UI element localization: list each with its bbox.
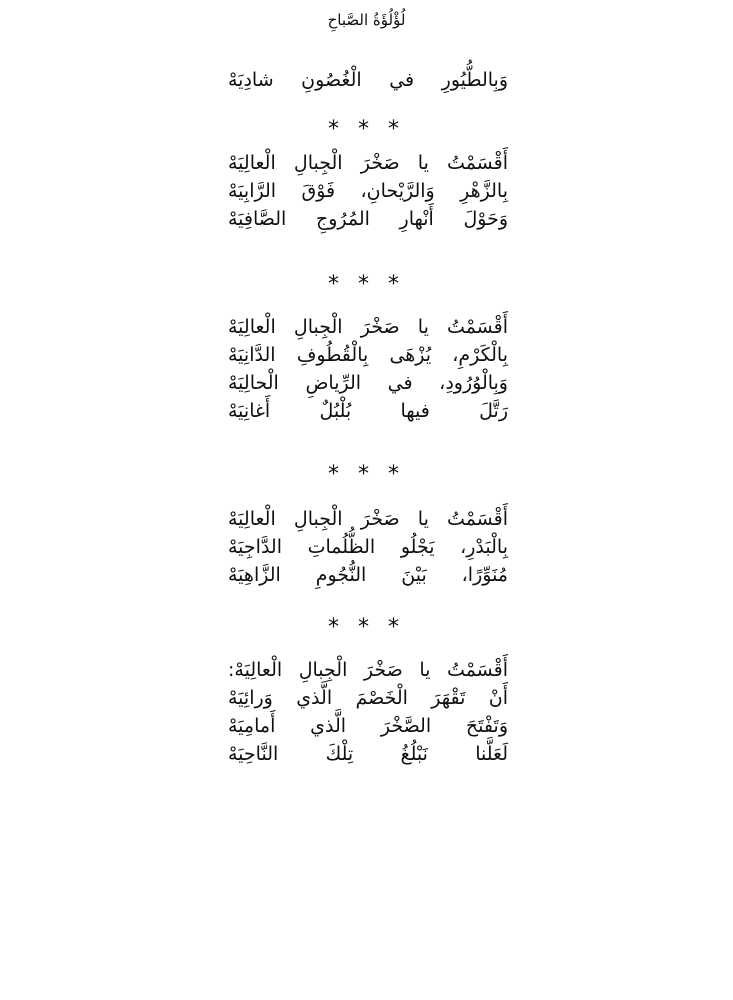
poem-title: لُؤْلُؤَةُ الصَّباحِ: [327, 11, 406, 29]
verse-line: لَعَلَّنا نَبْلُغُ تِلْكَ النَّاحِيَهْ: [228, 743, 508, 765]
stanza-separator: * * *: [328, 272, 405, 297]
verse-line: وَحَوْلَ أَنْهارِ المُرُوجِ الصَّافِيَهْ: [228, 208, 508, 230]
verse-line: بِالزَّهْرِ وَالرَّيْحانِ، فَوْقَ الرَّابِيَهْ: [228, 180, 508, 202]
verse-line: أَقْسَمْتُ يا صَخْرَ الْجِبالِ الْعالِيَهْ: [228, 508, 508, 530]
verse-line: بِالْكَرْمِ، يُزْهَى بِالْقُطُوفِ الدَّانِيَهْ: [228, 344, 508, 366]
verse-line: رَتَّلَ فيها بُلْبُلٌ أَغانِيَهْ: [228, 400, 508, 422]
verse-line: مُنَوِّرًا، بَيْنَ النُّجُومِ الزَّاهِيَهْ: [228, 564, 508, 586]
stanza-separator: * * *: [328, 117, 405, 142]
verse-line: بِالْبَدْرِ، يَجْلُو الظُّلُماتِ الدَّاجِيَهْ: [228, 536, 508, 558]
stanza-separator: * * *: [328, 462, 405, 487]
stanza-1: [228, 149, 508, 233]
stanza-3: [228, 505, 508, 589]
verse-line: أَقْسَمْتُ يا صَخْرَ الْجِبالِ الْعالِيَهْ:: [228, 659, 508, 681]
stanza-2: [228, 313, 508, 425]
verse-line: أَقْسَمْتُ يا صَخْرَ الْجِبالِ الْعالِيَهْ: [228, 152, 508, 174]
stanza-4: [228, 656, 508, 768]
verse-line: وَبِالطُّيُورِ في الْغُصُونِ شادِيَهْ: [228, 69, 508, 91]
verse-line: أَقْسَمْتُ يا صَخْرَ الْجِبالِ الْعالِيَهْ: [228, 316, 508, 338]
verse-line: وَبِالْوُرُودِ، في الرِّياضِ الْحالِيَهْ: [228, 372, 508, 394]
verse-line: وَتَفْتَحَ الصَّخْرَ الَّذي أَمامِيَهْ: [228, 715, 508, 737]
stanza-separator: * * *: [328, 615, 405, 640]
intro-verse: [228, 66, 508, 94]
verse-line: أَنْ تَقْهَرَ الْخَصْمَ الَّذي وَرائِيَهْ: [228, 687, 508, 709]
